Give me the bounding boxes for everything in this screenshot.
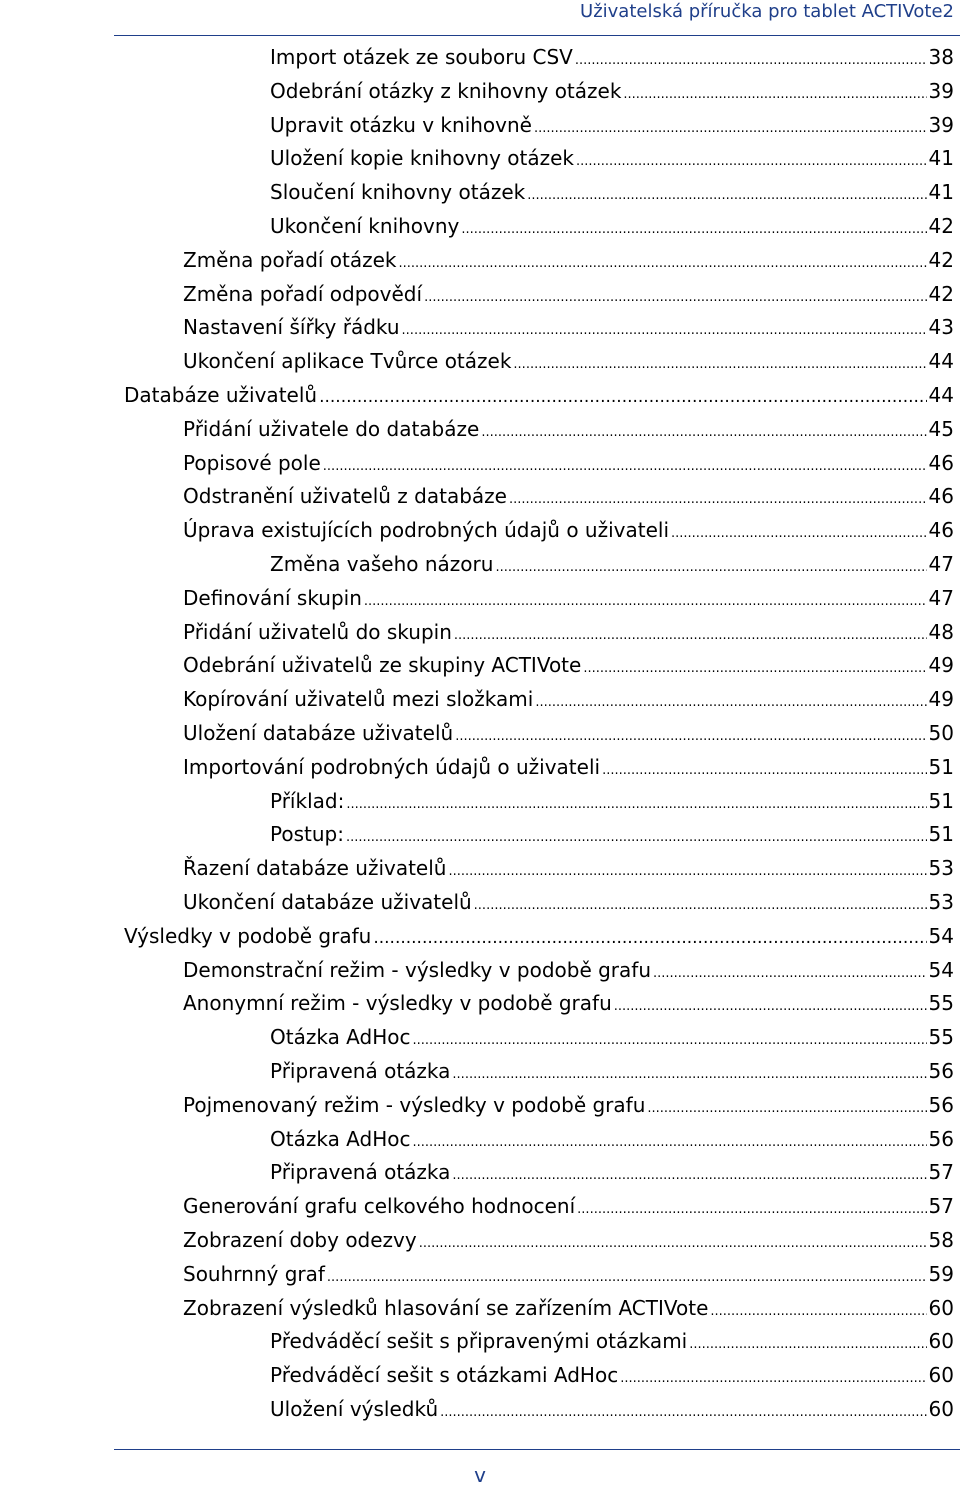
toc-entry-page: 55 <box>928 1025 954 1050</box>
toc-entry[interactable] <box>183 721 954 755</box>
header-rule <box>114 35 960 36</box>
toc-entry-title: Postup: <box>270 822 344 847</box>
toc-entry-title: Otázka AdHoc <box>270 1025 411 1050</box>
toc-entry-title: Úprava existujících podrobných údajů o uživateli <box>183 518 670 543</box>
toc-dot-leader <box>576 146 927 170</box>
toc-entry-page: 38 <box>928 45 954 69</box>
toc-entry[interactable] <box>183 958 954 992</box>
toc-entry-page: 42 <box>928 247 954 272</box>
toc-entry-page: 53 <box>928 856 954 881</box>
toc-dot-leader <box>620 1363 926 1387</box>
toc-dot-leader <box>647 1093 926 1117</box>
toc-entry[interactable] <box>270 822 954 856</box>
toc-entry-title: Příklad: <box>270 788 345 813</box>
toc-entry-page: 57 <box>928 1194 954 1219</box>
toc-entry-title: Popisové pole <box>183 450 321 475</box>
toc-dot-leader <box>419 1228 927 1252</box>
toc-entry-title: Přidání uživatelů do skupin <box>183 619 452 644</box>
toc-entry-page: 51 <box>928 788 954 813</box>
toc-dot-leader <box>513 349 926 373</box>
toc-dot-leader <box>583 653 926 677</box>
toc-entry-page: 51 <box>928 822 954 847</box>
toc-dot-leader <box>399 248 927 272</box>
toc-entry-page: 45 <box>928 416 954 441</box>
toc-entry[interactable] <box>124 924 954 958</box>
toc-dot-leader <box>509 484 927 508</box>
toc-dot-leader <box>364 586 927 610</box>
toc-dot-leader <box>653 958 927 982</box>
toc-entry-title: Sloučení knihovny otázek <box>270 180 526 205</box>
toc-entry[interactable] <box>270 1329 954 1363</box>
toc-entry[interactable] <box>183 755 954 789</box>
toc-entry-title: Předváděcí sešit s otázkami AdHoc <box>270 1363 619 1388</box>
toc-entry-page: 50 <box>928 721 954 745</box>
toc-dot-leader <box>448 856 926 880</box>
toc-dot-leader <box>671 518 927 542</box>
toc-dot-leader <box>346 789 926 813</box>
toc-entry-title: Zobrazení výsledků hlasování se zařízením ACTIVote <box>183 1295 709 1320</box>
toc-dot-leader <box>527 180 926 204</box>
toc-entry[interactable] <box>183 315 954 349</box>
toc-entry-title: Anonymní režim - výsledky v podobě grafu <box>183 991 612 1016</box>
toc-entry-title: Uložení databáze uživatelů <box>183 721 454 745</box>
toc-entry[interactable] <box>183 890 954 924</box>
toc-entry[interactable] <box>270 180 954 214</box>
toc-entry-title: Databáze uživatelů <box>124 383 318 407</box>
toc-dot-leader <box>689 1329 926 1353</box>
toc-entry[interactable] <box>183 518 954 552</box>
toc-dot-leader <box>346 822 927 846</box>
toc-entry[interactable] <box>270 45 954 79</box>
toc-entry[interactable] <box>183 687 954 721</box>
toc-entry[interactable] <box>183 282 954 316</box>
toc-dot-leader <box>577 1194 926 1218</box>
toc-dot-leader <box>575 45 927 69</box>
toc-entry-title: Změna vašeho názoru <box>270 552 494 576</box>
toc-entry-title: Importování podrobných údajů o uživateli <box>183 754 601 779</box>
toc-entry-page: 49 <box>928 687 954 712</box>
toc-entry[interactable] <box>183 349 954 383</box>
toc-entry[interactable] <box>124 383 954 417</box>
toc-entry-title: Odstranění uživatelů z databáze <box>183 484 507 509</box>
toc-entry-page: 46 <box>928 484 954 509</box>
toc-entry-page: 54 <box>928 923 954 948</box>
toc-entry-page: 42 <box>928 214 954 238</box>
toc-entry-page: 44 <box>928 383 954 407</box>
toc-entry-page: 60 <box>928 1397 954 1421</box>
toc-entry-title: Pojmenovaný režim - výsledky v podobě grafu <box>183 1092 646 1117</box>
toc-dot-leader <box>327 1262 927 1286</box>
toc-entry-title: Ukončení knihovny <box>270 214 460 238</box>
toc-entry[interactable] <box>270 146 954 180</box>
toc-entry-title: Nastavení šířky řádku <box>183 315 400 340</box>
toc-entry-title: Import otázek ze souboru CSV <box>270 45 573 69</box>
toc-entry[interactable] <box>183 1296 954 1330</box>
toc-dot-leader <box>623 79 926 103</box>
toc-dot-leader <box>710 1296 926 1320</box>
toc-entry[interactable] <box>270 1160 954 1194</box>
toc-entry-page: 47 <box>928 552 954 576</box>
toc-dot-leader <box>455 721 926 745</box>
toc-entry-page: 41 <box>928 180 954 205</box>
toc-dot-leader <box>534 113 927 137</box>
toc-entry-page: 58 <box>928 1228 954 1252</box>
toc-dot-leader <box>481 417 926 441</box>
toc-entry-title: Ukončení aplikace Tvůrce otázek <box>183 349 512 374</box>
toc-entry-page: 46 <box>928 450 954 475</box>
running-header: Uživatelská příručka pro tablet ACTIVote2 <box>580 1 954 22</box>
toc-entry-title: Zobrazení doby odezvy <box>183 1228 417 1252</box>
toc-entry[interactable] <box>183 248 954 282</box>
toc-dot-leader <box>452 1160 926 1184</box>
toc-entry-page: 39 <box>928 112 954 137</box>
toc-entry-page: 60 <box>928 1329 954 1354</box>
toc-dot-leader <box>424 282 926 306</box>
toc-entry-page: 54 <box>928 957 954 982</box>
toc-dot-leader <box>319 383 926 407</box>
page-number: v <box>474 1463 486 1487</box>
toc-entry[interactable] <box>270 1025 954 1059</box>
toc-dot-leader <box>535 687 926 711</box>
toc-entry[interactable] <box>183 620 954 654</box>
toc-entry-title: Uložení kopie knihovny otázek <box>270 146 574 171</box>
toc-dot-leader <box>614 991 927 1015</box>
toc-dot-leader <box>452 1059 926 1083</box>
toc-entry-title: Změna pořadí odpovědí <box>183 281 423 306</box>
toc-entry[interactable] <box>270 1127 954 1161</box>
toc-entry-title: Řazení databáze uživatelů <box>183 856 447 881</box>
toc-entry-title: Připravená otázka <box>270 1160 451 1185</box>
toc-entry-page: 41 <box>928 146 954 171</box>
toc-entry-page: 39 <box>928 78 954 103</box>
toc-entry[interactable] <box>270 1397 954 1431</box>
toc-entry-page: 46 <box>928 518 954 543</box>
toc-dot-leader <box>412 1127 926 1151</box>
toc-entry-page: 42 <box>928 281 954 306</box>
toc-entry-title: Předváděcí sešit s připravenými otázkami <box>270 1329 688 1354</box>
toc-dot-leader <box>495 552 926 576</box>
toc-entry[interactable] <box>270 552 954 586</box>
toc-entry[interactable] <box>183 586 954 620</box>
toc-dot-leader <box>323 451 927 475</box>
toc-entry-title: Přidání uživatele do databáze <box>183 416 480 441</box>
toc-entry-page: 55 <box>928 991 954 1016</box>
footer-rule <box>114 1449 960 1450</box>
toc-entry-page: 57 <box>928 1160 954 1185</box>
toc-entry-title: Kopírování uživatelů mezi složkami <box>183 687 534 712</box>
toc-entry-title: Definování skupin <box>183 585 362 610</box>
toc-entry-title: Souhrnný graf <box>183 1261 325 1286</box>
toc-entry-page: 59 <box>928 1261 954 1286</box>
toc-entry-page: 56 <box>928 1126 954 1151</box>
toc-entry[interactable] <box>270 79 954 113</box>
toc-entry-page: 60 <box>928 1363 954 1388</box>
toc-entry-page: 60 <box>928 1295 954 1320</box>
toc-entry-page: 56 <box>928 1092 954 1117</box>
toc-dot-leader <box>412 1025 926 1049</box>
toc-entry[interactable] <box>183 1194 954 1228</box>
toc-entry-page: 53 <box>928 890 954 914</box>
toc-entry[interactable] <box>270 113 954 147</box>
toc-entry[interactable] <box>183 451 954 485</box>
toc-dot-leader <box>402 315 927 339</box>
toc-entry[interactable] <box>183 1228 954 1262</box>
toc-entry[interactable] <box>183 1262 954 1296</box>
toc-dot-leader <box>602 755 926 779</box>
toc-entry[interactable] <box>270 1363 954 1397</box>
toc-entry-page: 56 <box>928 1059 954 1083</box>
toc-entry[interactable] <box>183 1093 954 1127</box>
toc-entry-page: 51 <box>928 754 954 779</box>
toc-dot-leader <box>373 924 926 948</box>
toc-entry-page: 47 <box>928 585 954 610</box>
toc-entry-title: Demonstrační režim - výsledky v podobě grafu <box>183 957 651 982</box>
toc-entry[interactable] <box>183 856 954 890</box>
toc-entry[interactable] <box>183 653 954 687</box>
toc-entry-page: 48 <box>928 619 954 644</box>
toc-entry-title: Odebrání uživatelů ze skupiny ACTIVote <box>183 653 582 678</box>
toc-entry[interactable] <box>270 1059 954 1093</box>
toc-entry[interactable] <box>270 789 954 823</box>
toc-entry-title: Generování grafu celkového hodnocení <box>183 1194 576 1219</box>
toc-entry-title: Připravená otázka <box>270 1059 451 1083</box>
toc-dot-leader <box>454 620 927 644</box>
toc-entry-title: Upravit otázku v knihovně <box>270 112 532 137</box>
toc-entry-title: Ukončení databáze uživatelů <box>183 890 472 914</box>
toc-entry[interactable] <box>183 991 954 1025</box>
toc-entry-title: Uložení výsledků <box>270 1397 439 1421</box>
toc-entry-page: 49 <box>928 653 954 678</box>
toc-dot-leader <box>461 214 926 238</box>
toc-entry-title: Otázka AdHoc <box>270 1126 411 1151</box>
toc-dot-leader <box>474 890 927 914</box>
toc-entry-title: Odebrání otázky z knihovny otázek <box>270 78 622 103</box>
toc-entry[interactable] <box>183 417 954 451</box>
toc-entry-title: Změna pořadí otázek <box>183 247 397 272</box>
toc-entry-title: Výsledky v podobě grafu <box>124 923 372 948</box>
toc-entry[interactable] <box>183 484 954 518</box>
toc-entry[interactable] <box>270 214 954 248</box>
toc-dot-leader <box>440 1397 926 1421</box>
toc-entry-page: 44 <box>928 349 954 374</box>
toc-entry-page: 43 <box>928 315 954 340</box>
